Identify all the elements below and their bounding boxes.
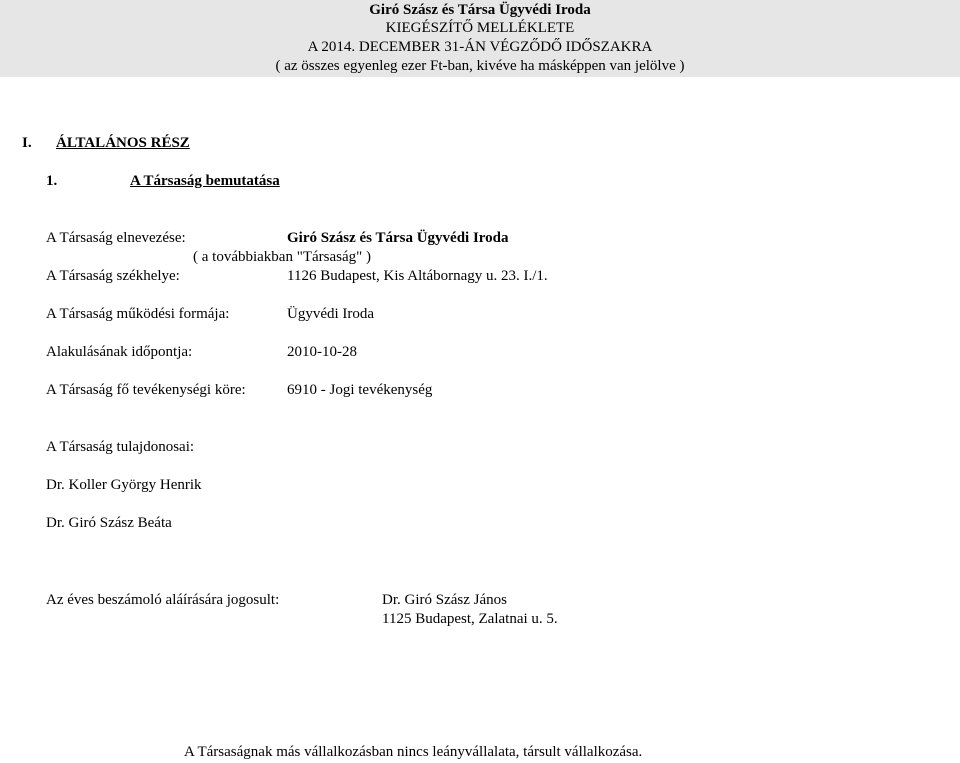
- report-header: [0, 0, 960, 77]
- founded-value: 2010-10-28: [287, 344, 357, 360]
- founded-label: Alakulásának időpontja:: [46, 344, 193, 360]
- signatory-label: Az éves beszámoló aláírására jogosult:: [46, 592, 280, 608]
- signatory-address: 1125 Budapest, Zalatnai u. 5.: [382, 611, 558, 627]
- company-name-value: Giró Szász és Társa Ügyvédi Iroda: [287, 230, 509, 246]
- subsection-number: 1.: [46, 173, 58, 189]
- section-title: ÁLTALÁNOS RÉSZ: [56, 135, 190, 151]
- footer-note: A Társaságnak más vállalkozásban nincs leányvállalata, társult vállalkozása.: [184, 744, 643, 760]
- activity-value: 6910 - Jogi tevékenység: [287, 382, 433, 398]
- owner-item: Dr. Giró Szász Beáta: [46, 515, 172, 531]
- company-name: Giró Szász és Társa Ügyvédi Iroda: [369, 2, 591, 18]
- period-line: A 2014. DECEMBER 31-ÁN VÉGZŐDŐ IDŐSZAKRA: [307, 39, 653, 55]
- owners-label: A Társaság tulajdonosai:: [46, 439, 195, 455]
- form-label: A Társaság működési formája:: [46, 306, 230, 322]
- subsection-title: A Társaság bemutatása: [130, 173, 280, 189]
- signatory-name: Dr. Giró Szász János: [382, 592, 507, 608]
- seat-label: A Társaság székhelye:: [46, 268, 180, 284]
- owner-item: Dr. Koller György Henrik: [46, 477, 202, 493]
- company-name-label: A Társaság elnevezése:: [46, 230, 186, 246]
- form-value: Ügyvédi Iroda: [287, 306, 375, 322]
- section-number: I.: [22, 135, 32, 151]
- document-title: KIEGÉSZÍTŐ MELLÉKLETE: [385, 20, 575, 36]
- activity-label: A Társaság fő tevékenységi köre:: [46, 382, 246, 398]
- seat-value: 1126 Budapest, Kis Altábornagy u. 23. I./1.: [287, 268, 548, 284]
- company-name-note: ( a továbbiakban "Társaság" ): [193, 249, 372, 265]
- unit-note: ( az összes egyenleg ezer Ft-ban, kivéve ha másképpen van jelölve ): [275, 58, 685, 74]
